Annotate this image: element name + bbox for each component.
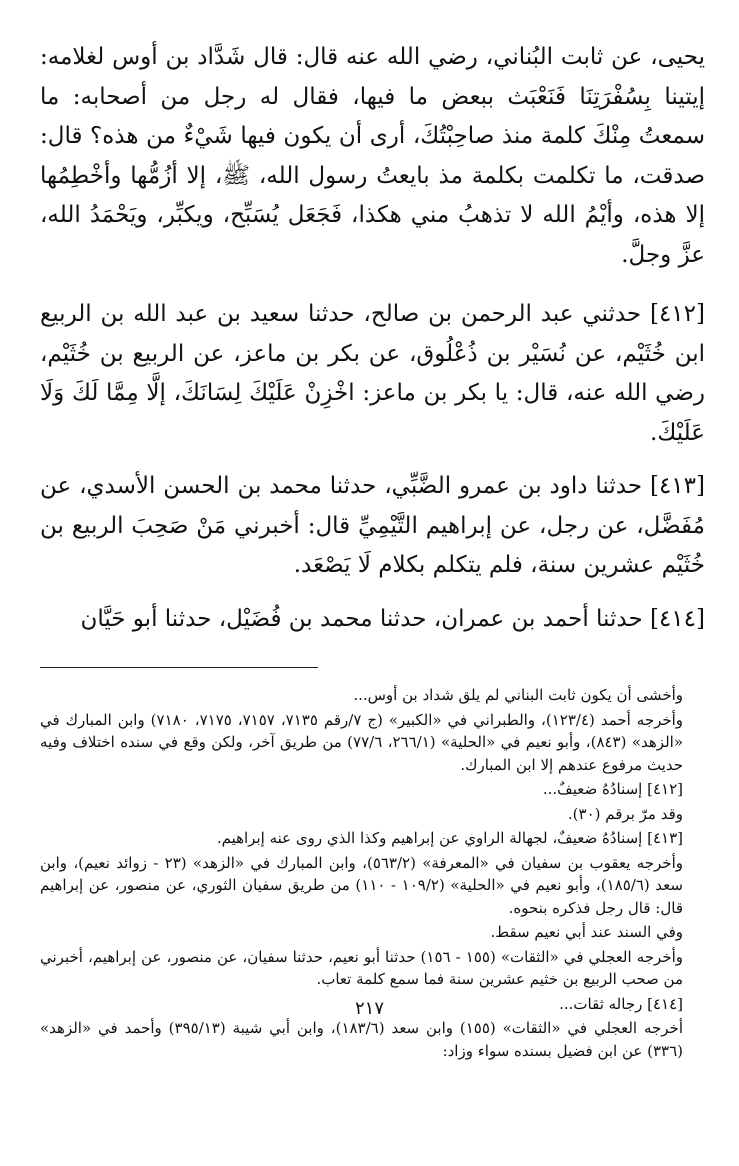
- footnote-line: وفي السند عند أبي نعيم سقط.: [490, 923, 683, 941]
- book-page: [40, 38, 705, 1064]
- footnote-line: وأخرجه يعقوب بن سفيان في «المعرفة» (٥٦٣/٢)، وابن المبارك في «الزهد» (٢٣ - زوائد نعيم)، وابن سعد (١٨٥/٦)، وأبو نعيم في «الحلية» (١٠٩/٢ - ١١٠) من طريق سفيان الثوري، عن منصور، عن إبراهيم قال: قال رجل فذكره بنحوه.: [40, 853, 683, 917]
- footnote-line: [٤١٢] إسنادُهُ ضعيفٌ...: [542, 780, 683, 798]
- main-text: [40, 38, 705, 639]
- main-paragraph-411-continuation: يحيى، عن ثابت البُناني، رضي الله عنه قال: قال شَدَّاد بن أوس لغلامه: إيتينا بِسُفْرَتِنَا فَنَعْبَث ببعض ما فيها، فقال له رجل من أصحابه: ما سمعتُ مِنْكَ كلمة منذ صاحِبْتُكَ، أرى أن يكون فيها شَيْءٌ من هذه؟ قال: صدقت، ما تكلمت بكلمة مذ بايعتُ رسول الله، ﷺ، إلا أزُمُّها وأخْطِمُها إلا هذه، وأيْمُ الله لا تذهبُ مني هكذا، فَجَعَل يُسَبِّح، ويكبِّر، ويَحْمَدُ الله، عزَّ وجلَّ.: [40, 44, 705, 268]
- footnote-line: وأخرجه العجلي في «الثقات» (١٥٥ - ١٥٦) حدثنا أبو نعيم، حدثنا سفيان، عن منصور، عن إبراهيم، أخبرني من صحب الربيع بن خثيم عشرين سنة فما سمع كلمة تعاب.: [40, 947, 684, 988]
- main-paragraph-412: [٤١٢] حدثني عبد الرحمن بن صالح، حدثنا سعيد بن عبد الله بن الربيع ابن خُثَيْم، عن نُسَيْر بن ذُعْلُوق، عن بكر بن ماعز، عن الربيع بن خُثَيْم، رضي الله عنه، قال: يا بكر بن ماعز: اخْزِنْ عَلَيْكَ لِسَانَكَ، إلَّا مِمَّا لَكَ وَلَا عَلَيْكَ.: [40, 301, 705, 446]
- page-number: ٢١٧: [354, 998, 384, 1019]
- footnote-line: [٤١٣] إسنادُهُ ضعيفٌ، لجهالة الراوي عن إبراهيم وكذا الذي روى عنه إبراهيم.: [216, 829, 683, 847]
- footnote-divider: [40, 667, 318, 668]
- footnote-line: وقد مرّ برقم (٣٠).: [567, 804, 683, 823]
- main-paragraph-413: [٤١٣] حدثنا داود بن عمرو الضَّبِّي، حدثنا محمد بن الحسن الأسدي، عن مُفَضَّل، عن رجل، عن إبراهيم التَّيْمِيِّ قال: أخبرني مَنْ صَحِبَ الربيع بن خُثَيْم عشرين سنة، فلم يتكلم بكلام لَا يَصْعَد.: [40, 473, 705, 578]
- footnote-line: [٤١٤] رجاله ثقات...: [559, 994, 683, 1013]
- footnote-line: أخرجه العجلي في «الثقات» (١٥٥) وابن سعد (١٨٣/٦)، وابن أبي شيبة (٣٩٥/١٣) وأحمد في «الزهد» (٣٣٦) عن ابن فضيل بسنده سواء وزاد:: [40, 1019, 683, 1060]
- footnote-line: وأخرجه أحمد (١٢٣/٤)، والطبراني في «الكبير» (ج ٧/رقم ٧١٣٥، ٧١٥٧، ٧١٧٥، ٧١٨٠) وابن المبارك في «الزهد» (٨٤٣)، وأبو نعيم في «الحلية» (٢٦٦/١، ٧٧/٦) من طريق آخر، ولكن وقع في سنده اختلاف وفيه حديث مرفوع عندهم إلا ابن المبارك.: [40, 710, 684, 774]
- main-paragraph-414: [٤١٤] حدثنا أحمد بن عمران، حدثنا محمد بن فُضَيْل، حدثنا أبو حَيَّان: [80, 605, 705, 632]
- footnote-line: وأخشى أن يكون ثابت البناني لم يلق شداد بن أوس...: [353, 686, 683, 704]
